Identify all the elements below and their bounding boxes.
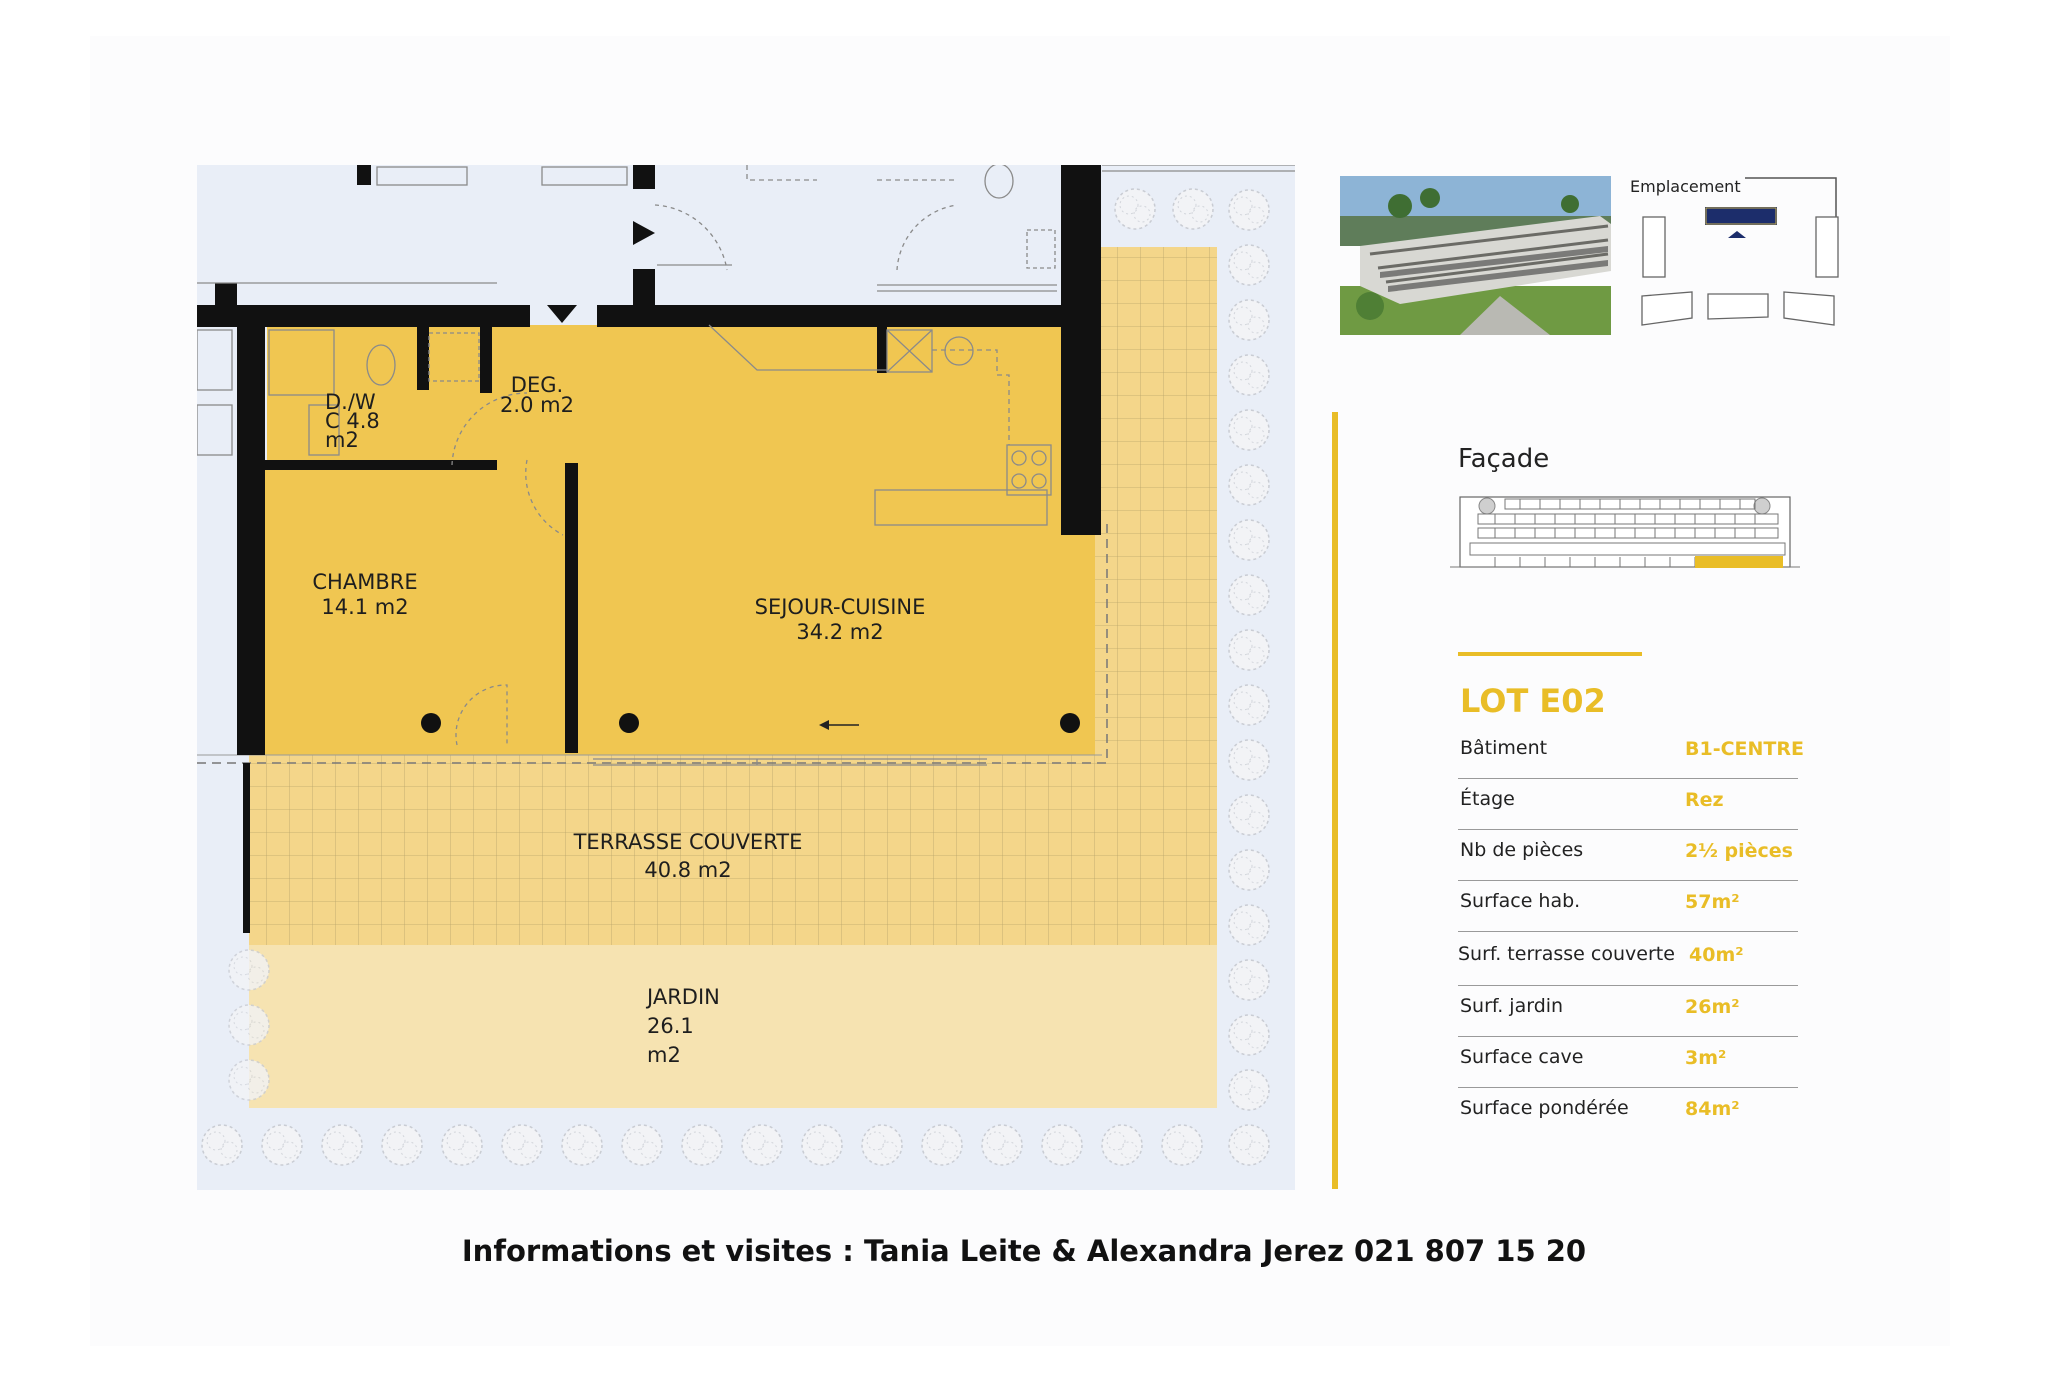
room-label-terrasse bbox=[558, 828, 818, 884]
room-label-jardin bbox=[647, 983, 720, 1070]
building-photo bbox=[1340, 176, 1611, 335]
spec-value: 26m² bbox=[1685, 996, 1740, 1018]
accent-divider bbox=[1332, 412, 1338, 1189]
spec-label: Nb de pièces bbox=[1460, 839, 1584, 861]
room-label-deg bbox=[497, 375, 577, 415]
spec-row-terrasse bbox=[1458, 932, 1798, 986]
spec-label: Surface cave bbox=[1460, 1046, 1584, 1068]
room-dwc-name: D./W C 4.8 m2 bbox=[325, 390, 380, 452]
spec-row-batiment bbox=[1458, 728, 1804, 779]
spec-label: Bâtiment bbox=[1460, 737, 1548, 759]
room-label-chambre bbox=[285, 570, 445, 620]
spec-label: Surf. terrasse couverte bbox=[1458, 943, 1675, 965]
accent-line bbox=[1458, 652, 1642, 656]
contact-footer: Informations et visites : Tania Leite & Alexandra Jerez 021 807 15 20 bbox=[461, 1234, 1587, 1268]
location-title: Emplacement bbox=[1630, 177, 1741, 196]
spec-row-jardin bbox=[1458, 986, 1798, 1037]
spec-value: 40m² bbox=[1689, 944, 1744, 966]
spec-label: Surface pondérée bbox=[1460, 1097, 1629, 1119]
room-sejour bbox=[575, 325, 1095, 755]
spec-value: 2½ pièces bbox=[1685, 840, 1793, 862]
spec-value: B1-CENTRE bbox=[1685, 738, 1804, 760]
room-label-sejour bbox=[720, 595, 960, 645]
spec-row-etage bbox=[1458, 779, 1798, 830]
spec-row-ponderee bbox=[1458, 1088, 1798, 1138]
location-map bbox=[1620, 170, 1850, 340]
spec-row-cave bbox=[1458, 1037, 1798, 1088]
spec-label: Surface hab. bbox=[1460, 890, 1581, 912]
floor-plan bbox=[197, 165, 1295, 1190]
facade-title: Façade bbox=[1458, 444, 1550, 474]
room-chambre-name: CHAMBRE 14.1 m2 bbox=[312, 570, 418, 619]
room-label-dwc bbox=[325, 390, 380, 452]
room-jardin-name: JARDIN 26.1 m2 bbox=[647, 985, 720, 1067]
spec-value: 3m² bbox=[1685, 1047, 1727, 1069]
hedge-left bbox=[229, 950, 269, 1100]
floor-plan-drawing bbox=[197, 165, 1295, 1190]
room-deg-name: DEG. 2.0 m2 bbox=[500, 373, 574, 417]
spec-value: Rez bbox=[1685, 789, 1724, 811]
location-highlight bbox=[1705, 207, 1777, 225]
room-terrasse-name: TERRASSE COUVERTE 40.8 m2 bbox=[573, 830, 803, 882]
garden-area bbox=[249, 945, 1217, 1108]
facade-highlight bbox=[1695, 556, 1783, 568]
facade-elevation bbox=[1450, 494, 1800, 576]
lot-title: LOT E02 bbox=[1460, 682, 1606, 720]
spec-value: 84m² bbox=[1685, 1098, 1740, 1120]
spec-label: Surf. jardin bbox=[1460, 995, 1564, 1017]
specs-table bbox=[1458, 728, 1804, 1138]
spec-label: Étage bbox=[1460, 788, 1515, 810]
hedge-bottom bbox=[202, 1125, 1202, 1165]
spec-value: 57m² bbox=[1685, 891, 1740, 913]
spec-row-surface-hab bbox=[1458, 881, 1798, 932]
room-sejour-name: SEJOUR-CUISINE 34.2 m2 bbox=[754, 595, 926, 644]
spec-row-pieces bbox=[1458, 830, 1798, 881]
